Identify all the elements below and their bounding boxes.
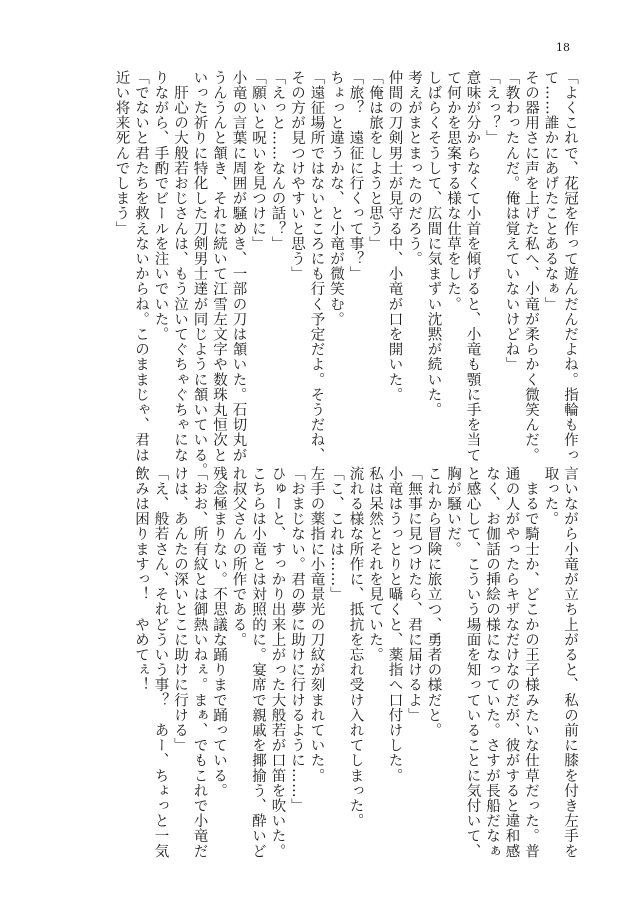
text-line: 私は呆然とそれを見ていた。 <box>367 466 383 663</box>
text-line: その方が見つけやすいと思う」 <box>289 70 305 282</box>
text-line: うんうんと頷き、それに続いて江雪左文字や数珠丸恒次と <box>211 70 227 463</box>
text-line: 小竜はうっとりと囁くと、薬指へ口付けした。 <box>386 466 403 784</box>
text-line: 言いながら小竜が立ち上がると、私の前に膝を付き左手を <box>562 466 578 859</box>
text-line: 「えっ？」 <box>484 70 500 146</box>
lower-text-block <box>99 466 579 859</box>
text-line: 「おお、所有紋とは御熱いねぇ。まぁ、でもこれで小竜だ <box>191 466 208 859</box>
text-line: 「えっと……なんの話？」 <box>269 70 286 252</box>
text-line: ひゅーと、すっかり出来上がった大般若が口笛を吹いた。 <box>269 466 286 859</box>
text-line: 「俺は旅をしようと思う」 <box>367 70 383 252</box>
text-line: て何かを思案する様な仕草をした。 <box>445 70 461 312</box>
text-line: 取った。 <box>542 466 559 527</box>
text-line: 流れる様な所作に、抵抗を忘れ受け入れてしまった。 <box>347 466 364 829</box>
text-line: 左手の薬指に小竜景光の刀紋が刻まれていた。 <box>308 466 325 784</box>
text-line: 肝心の大般若おじさんは、もう泣いてぐちゃぐちゃにな <box>172 70 188 463</box>
text-line: れ叔父さんの所作である。 <box>230 466 247 648</box>
page-number: 18 <box>556 41 570 54</box>
text-line: 胸が騒いだ。 <box>445 466 461 557</box>
text-line: 意味が分からなくて小首を傾げると、小竜も顎に手を当て <box>464 70 481 463</box>
text-line: 小竜の言葉に周囲が騒めき、一部の刀は頷いた。石切丸が <box>230 70 247 463</box>
text-line: しばらくそうして、広間に気まずい沈黙が続いた。 <box>425 70 442 418</box>
text-line: 通の人がやったらキザなだけなのだが、彼がすると違和感 <box>503 466 520 859</box>
text-line: こちらは小竜とは対照的に。宴席で親戚を揶揄う、酔いど <box>250 466 266 859</box>
text-line: 「え、般若さん、それどういう事？ あー、ちょっと一気 <box>152 466 169 859</box>
text-line: 「無事に見つけたら、君に届けるよ」 <box>406 466 422 723</box>
text-line: 仲間の刀剣男士が見守る中、小竜が口を開いた。 <box>386 70 403 403</box>
text-line: 「願いと呪いを見つけに」 <box>250 70 266 252</box>
text-line: て……誰かにあげたことあるなぁ」 <box>542 70 559 312</box>
text-line: 「教わったんだ。俺は覚えていないけどね」 <box>503 70 520 372</box>
text-line: なく、お伽話の挿絵の様になっていた。さすが長船だなぁ <box>484 466 500 859</box>
text-line: 残念極まりない。不思議な踊りまで踊っている。 <box>211 466 227 799</box>
text-line: 「遠征場所ではないところにも行く予定だよ。そうだね、 <box>308 70 325 463</box>
text-line: 近い将来死んでしまう」 <box>113 70 130 237</box>
text-line: 「でないと君たちを救えないからね。このままじゃ、君は <box>133 70 149 463</box>
text-line: と感心して、こういう場面を知っていることに気付いて、 <box>464 466 481 859</box>
text-line: 「旅？ 遠征に行くって事？」 <box>347 70 364 282</box>
text-line: けは、あんたの深いとこに助けに行ける」 <box>172 466 188 753</box>
text-line: 「おまじない。君の夢に助けに行けるように……」 <box>289 466 305 814</box>
text-line: いった祈りに特化した刀剣男士達が同じように頷いている。 <box>191 70 208 478</box>
text-line: 考えがまとまったのだろう。 <box>406 70 422 267</box>
text-line: まるで騎士か、どこかの王子様みたいな仕草だった。普 <box>523 466 539 859</box>
upper-text-block <box>99 70 579 478</box>
text-line: 飲みは困りますっ！ やめてぇ！ <box>133 466 149 693</box>
text-line: ちょっと違うかな、と小竜が微笑む。 <box>328 70 344 327</box>
text-line: 「よくこれで、花冠を作って遊んだんだよね。指輪も作っ <box>562 70 578 463</box>
text-line: りながら、手酌でビールを注いでいた。 <box>152 70 169 342</box>
text-line: その器用さに声を上げた私へ、小竜が柔らかく微笑んだ。 <box>523 70 539 463</box>
text-line: 「こ、これは……」 <box>328 466 344 602</box>
text-line: これから冒険に旅立つ、勇者の様だと。 <box>425 466 442 738</box>
